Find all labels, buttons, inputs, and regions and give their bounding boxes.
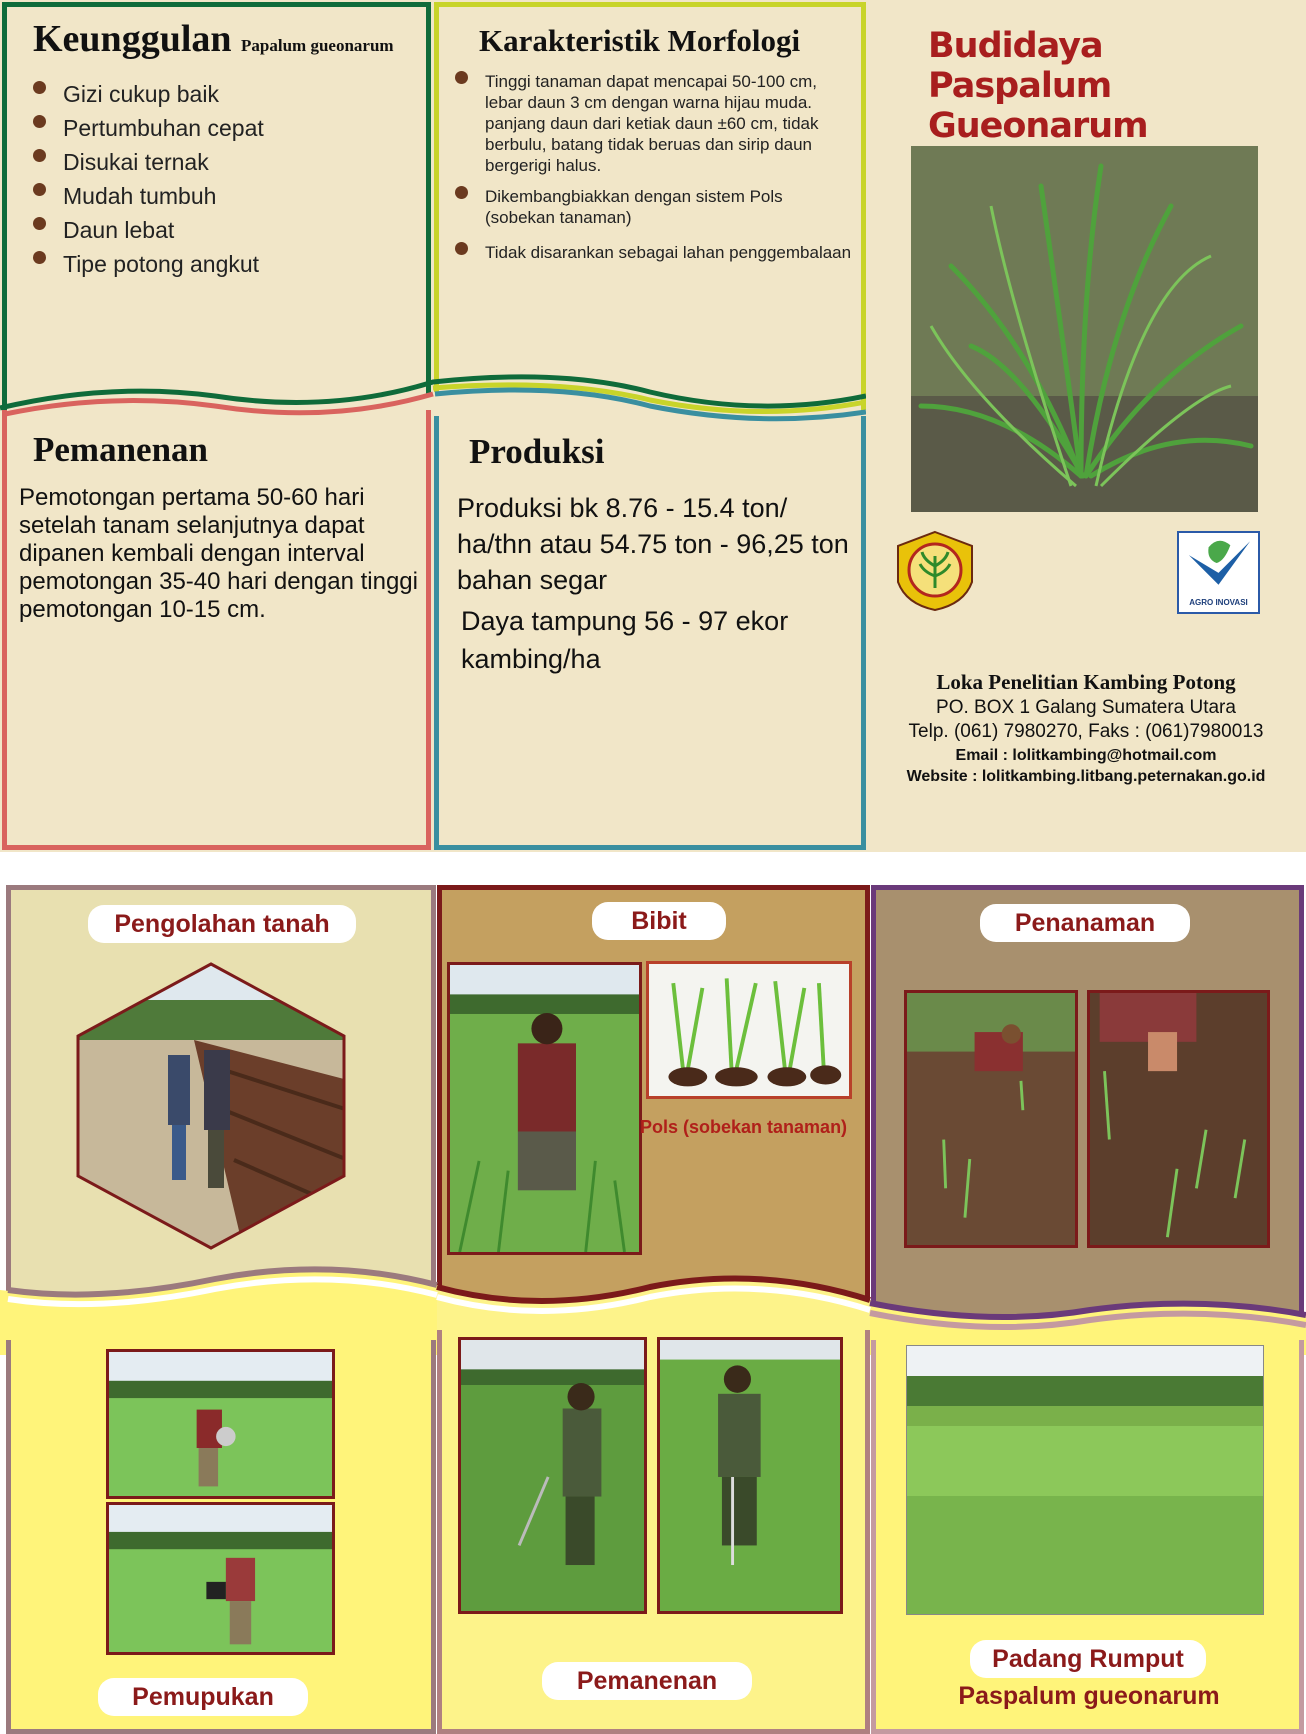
produksi-title: Produksi	[469, 432, 605, 471]
pols-caption: Pols (sobekan tanaman)	[640, 1117, 848, 1137]
pemanenan-title: Pemanenan	[33, 430, 208, 469]
list-item: Disukai ternak	[33, 149, 264, 183]
cover-title	[928, 26, 1306, 146]
penanaman-photo-left	[904, 990, 1078, 1248]
list-item: Tidak disarankan sebagai lahan penggembalaan	[455, 242, 855, 263]
penanaman-label: Penanaman	[980, 904, 1190, 942]
list-item: Tinggi tanaman dapat mencapai 50-100 cm, lebar daun 3 cm dengan warna hijau muda. panjang daun dari ketiak daun ±60 cm, tidak berbulu, batang tidak beruas dan sirip daun bergerigi halus.	[455, 71, 855, 176]
produksi-body2: Daya tampung 56 - 97 ekor kambing/ha	[461, 606, 789, 674]
pengolahan-label: Pengolahan tanah	[88, 905, 356, 943]
cover-photo	[911, 146, 1258, 512]
morfologi-list	[455, 71, 855, 263]
pemanenan-label: Pemanenan	[542, 1662, 752, 1700]
list-item: Gizi cukup baik	[33, 81, 264, 115]
keunggulan-panel	[2, 2, 431, 412]
contact-phone: Telp. (061) 7980270, Faks : (061)7980013	[908, 721, 1264, 742]
pemupukan-photo-bottom	[106, 1502, 335, 1655]
ministry-logo-icon	[894, 530, 976, 612]
list-item: Mudah tumbuh	[33, 183, 264, 217]
list-item: Pertumbuhan cepat	[33, 115, 264, 149]
keunggulan-heading: Keunggulan	[33, 18, 232, 60]
contact-address: PO. BOX 1 Galang Sumatera Utara	[936, 697, 1236, 718]
cover-title-line2: Paspalum Gueonarum	[928, 66, 1148, 146]
bibit-label: Bibit	[592, 902, 726, 940]
padang-caption: Paspalum gueonarum	[958, 1682, 1220, 1710]
pengolahan-hexagon-photo	[74, 960, 348, 1252]
produksi-panel	[434, 416, 866, 850]
bibit-photo-person	[447, 962, 642, 1255]
list-item: Tipe potong angkut	[33, 251, 264, 285]
penanaman-photo-right	[1087, 990, 1270, 1248]
list-item: Daun lebat	[33, 217, 264, 251]
contact-org: Loka Penelitian Kambing Potong	[936, 670, 1236, 694]
keunggulan-subtitle: Papalum gueonarum	[241, 36, 394, 55]
contact-website: Website : lolitkambing.litbang.peternakan.go.id	[906, 768, 1266, 785]
contact-block	[886, 670, 1286, 786]
morfologi-title: Karakteristik Morfologi	[479, 23, 801, 58]
cover-panel	[866, 0, 1306, 852]
checkmark-leaf-icon	[1179, 533, 1258, 593]
keunggulan-title	[33, 17, 394, 61]
list-item: Dikembangbiakkan dengan sistem Pols (sobekan tanaman)	[455, 186, 855, 228]
pemupukan-photo-top	[106, 1349, 335, 1499]
keunggulan-list	[33, 81, 264, 285]
pemanenan-photo-right	[657, 1337, 843, 1614]
bibit-photo-pols	[646, 961, 852, 1099]
contact-email: Email : lolitkambing@hotmail.com	[955, 747, 1217, 764]
pemupukan-label: Pemupukan	[98, 1678, 308, 1716]
agro-inovasi-text: AGRO INOVASI	[1189, 598, 1248, 607]
morfologi-panel	[434, 2, 866, 422]
pemanenan-body: Pemotongan pertama 50-60 hari setelah tanam selanjutnya dapat dipanen kembali dengan interval pemotongan 35-40 hari dengan tinggi pemotongan 10-15 cm.	[19, 484, 418, 623]
cover-title-line1: Budidaya	[928, 26, 1103, 66]
agro-inovasi-logo	[1177, 531, 1260, 614]
padang-label: Padang Rumput	[970, 1640, 1206, 1678]
padang-photo	[906, 1345, 1264, 1615]
pemanenan-text-panel	[2, 410, 431, 850]
pemanenan-photo-left	[458, 1337, 647, 1614]
produksi-body: Produksi bk 8.76 - 15.4 ton/ ha/thn atau 54.75 ton - 96,25 ton bahan segar	[457, 493, 849, 595]
